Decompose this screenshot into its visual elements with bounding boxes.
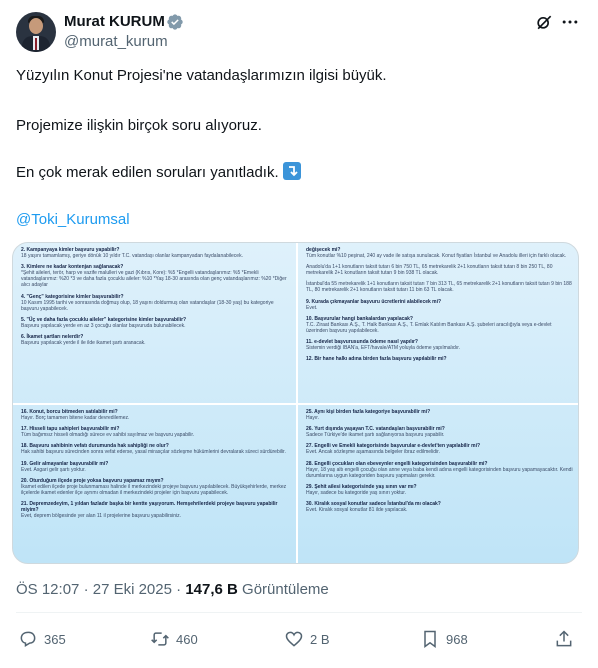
faq-question: 19. Gelir almayanlar başvurabilir mi? (21, 460, 109, 467)
faq-question: 9. Kurada çıkmayanlar başvuru ücretlerini alabilecek mi? (306, 298, 442, 305)
faq-item (306, 484, 574, 496)
faq-item (21, 426, 290, 438)
faq-question: 6. İkamet şartları nelerdir? (21, 334, 84, 341)
faq-answer: Tüm bağımsız hisseli olmadığı sürece ev sahibi sayılmaz ve başvuru yapabilir. (21, 432, 195, 439)
retweet-icon (150, 629, 170, 649)
tweet-line-3-text: En çok merak edilen soruları yanıtladık. (16, 164, 279, 181)
faq-item (306, 426, 574, 438)
media-divider (13, 403, 579, 405)
view-label: Görüntüleme (242, 581, 329, 598)
faq-answer: Evet, deprem bölgesinde yer alan 11 il projelerine başvuru yapabilirsiniz. (21, 513, 181, 520)
tweet-line-3 (16, 162, 301, 183)
retweet-button[interactable] (150, 628, 198, 650)
faq-question: 25. Aynı kişi birden fazla kategoriye başvurabilir mi? (306, 409, 431, 415)
faq-answer: Evet. (306, 304, 318, 311)
faq-item (306, 461, 574, 479)
bookmark-button[interactable] (420, 628, 468, 650)
bookmark-count: 968 (446, 631, 468, 647)
reply-button[interactable] (18, 628, 66, 650)
faq-answer: Anadolu'da 1+1 konutların taksit tutarı 6 bin 750 TL, 65 metrekarelik 2+1 konutların taksit tutarı 8 bin 250 TL, 80 metrekarelik 2+1 konutların taksit tutarı 9 bin 938 TL olacak. (306, 264, 553, 277)
tweet-meta (16, 580, 329, 600)
media-image-grid[interactable] (12, 242, 579, 564)
reply-icon (18, 629, 38, 649)
media-image-2[interactable] (298, 243, 579, 403)
faq-item (306, 501, 574, 513)
media-image-1[interactable] (13, 243, 296, 403)
faq-question: 27. Engelli ve Emekli kategorisinde başvurular e-devlet'ten yapılabilir mi? (306, 443, 481, 450)
meta-separator: · (83, 581, 89, 598)
avatar[interactable] (16, 12, 56, 52)
faq-item (306, 281, 574, 293)
faq-item (306, 443, 574, 455)
mention-link[interactable]: @Toki_Kurumsal (16, 211, 130, 228)
reply-count: 365 (44, 631, 66, 647)
meta-separator: · (176, 581, 182, 598)
faq-item (21, 501, 290, 519)
like-icon (284, 629, 304, 649)
faq-question: 17. Hisseli tapu sahipleri başvurabilir mi? (21, 426, 120, 433)
faq-question: 12. Bir hane halkı adına birden fazla başvuru yapılabilir mi? (306, 356, 447, 363)
faq-answer: T.C. Ziraat Bankası A.Ş., T. Halk Bankası A.Ş., T. Emlak Katılım Bankası A.Ş. şubeleri aracılığıyla veya e-devlet üzerinden başvuru yapılabilecek. (306, 321, 552, 334)
faq-answer: Evet. Asgari gelir şartı yoktur. (21, 466, 86, 473)
grok-icon[interactable] (534, 12, 554, 32)
faq-answer: Sistemin verdiği IBAN'a, EFT/havale/ATM yoluyla ödeme yapılmalıdır. (306, 345, 460, 352)
tweet-header (0, 0, 598, 62)
tweet-line-2: Projemize ilişkin birçok soru alıyoruz. (16, 117, 262, 134)
share-button[interactable] (554, 628, 574, 650)
arrow-down-emoji-icon (283, 162, 301, 180)
faq-item (21, 334, 290, 346)
faq-question: 29. Şehit ailesi kategorisinde yaş sınırı var mı? (306, 483, 417, 490)
faq-item (306, 299, 574, 311)
faq-answer: Evet. Ancak sözleşme aşamasında belgeler ibraz edilmelidir. (306, 449, 440, 456)
faq-question: 4. "Genç" kategorisine kimler başvurabilir? (21, 293, 124, 300)
faq-answer: Başvuru yapılacak yerde en az 3 çocuğu olanlar başvuruda bulunabilecek. (21, 322, 186, 329)
tweet-date[interactable]: 27 Eki 2025 (92, 581, 172, 598)
faq-answer: Hayır, sadece bu kategoride yaş sınırı yoktur. (306, 489, 407, 496)
faq-question: değişecek mi? (306, 247, 341, 253)
like-button[interactable] (284, 628, 330, 650)
action-bar (16, 622, 582, 656)
faq-question: 18. Başvuru sahibinin vefatı durumunda hak sahipliği ne olur? (21, 443, 169, 450)
faq-item (306, 247, 574, 259)
faq-answer: 18 yaşını tamamlamış, geriye dönük 10 yıldır T.C. vatandaşı olanlar kampanyadan faydalanabilecek. (21, 253, 243, 260)
faq-answer: 10 Kasım 1995 tarihi ve sonrasında doğmuş olup, 18 yaşını doldurmuş olan vatandaşlar (18-30 yaş) bu kategoriye başvuru yapabilecek. (21, 299, 274, 312)
faq-answer: Sadece Türkiye'de ikamet şartı sağlanıyorsa başvuru yapabilir. (306, 432, 445, 439)
faq-item (306, 316, 574, 334)
faq-item (21, 461, 290, 473)
faq-question: 2. Kampanyaya kimler başvuru yapabilir? (21, 247, 120, 253)
faq-answer: İkamet edilen ilçede proje bulunmaması halinde il merkezindeki projeye başvuru yapılabilecek. Büyükşehirlerde, merkez ilçelerde ikamet edenler ilçe ayrımı olmadan il merkezindeki projeler için başvuru yapabilecek. (21, 483, 287, 496)
divider (16, 612, 582, 613)
faq-item (306, 356, 574, 362)
faq-item (21, 294, 290, 312)
faq-question: 30. Kiralık sosyal konutlar sadece İstanbul'da mı olacak? (306, 501, 441, 508)
like-count: 2 B (310, 631, 330, 647)
faq-answer: Hayır, 18 yaş altı engelli çocuğu olan anne veya baba kendi adına engelli kategorisinden başvuru yapamayacaktır. Kendi durumlarına uygun kategoriden başvuru yapmaları gerekir. (306, 466, 573, 479)
faq-question: 26. Yurt dışında yaşayan T.C. vatandaşları başvurabilir mi? (306, 426, 445, 433)
faq-item (21, 264, 290, 288)
view-count[interactable]: 147,6 B (185, 581, 238, 598)
faq-item (306, 339, 574, 351)
faq-item (21, 409, 290, 421)
faq-item (306, 264, 574, 276)
faq-answer: *Şehit aileleri, terör, harp ve vazife malulleri ve gazi (Kıbrıs, Kore): %5 *Engelli vatandaşlarımız: %5 *Emekli vatandaşlarımız: %20 *3 ve daha fazla çocuklu aileler: %10 *Yaş 18-30 arasında olan genç vatandaşlarımız: %20 *Diğer alıcı adaylar (21, 270, 287, 289)
faq-answer: Hak sahibi başvuru sürecinden sonra vefat ederse, yasal mirasçılar sözleşme hükümlerini devralarak süreci sürdürebilir. (21, 449, 286, 456)
tweet-line-1: Yüzyılın Konut Projesi'ne vatandaşlarımızın ilgisi büyük. (16, 67, 387, 84)
faq-item (21, 478, 290, 496)
retweet-count: 460 (176, 631, 198, 647)
author-name[interactable]: Murat KURUM (64, 13, 165, 30)
bookmark-icon (420, 629, 440, 649)
faq-answer: Hayır. Borç tamamen bitene kadar devredilemez. (21, 415, 130, 422)
share-icon (554, 629, 574, 649)
faq-answer: Evet. Kiralık sosyal konutlar 81 ilde yapılacak. (306, 507, 408, 514)
tweet-time[interactable]: ÖS 12:07 (16, 581, 80, 598)
media-image-4[interactable] (298, 405, 579, 564)
faq-answer: Tüm konutlar %10 peşinat, 240 ay vade ile satışa sunulacak. Konut fiyatları İstanbul ve Anadolu illeri için farklı olacak. (306, 253, 567, 260)
faq-question: 3. Kimlere ne kadar kontenjan sağlanacak? (21, 264, 124, 271)
faq-item (21, 247, 290, 259)
faq-item (21, 443, 290, 455)
faq-question: 10. Başvurular hangi bankalardan yapılacak? (306, 315, 413, 322)
faq-item (21, 317, 290, 329)
media-image-3[interactable] (13, 405, 296, 564)
faq-answer: Başvuru yapılacak yerde il ile ilde ikamet şartı aranacak. (21, 340, 146, 347)
faq-question: 11. e-devlet başvurusunda ödeme nasıl yapılır? (306, 339, 418, 346)
faq-question: 21. Depremzedeyim, 1 yıldan fazladır başka bir kentte yaşıyorum. Hemşehrilerdeki projeye başvuru yapabilir miyim? (21, 501, 278, 514)
faq-answer: Hayır. (306, 415, 320, 422)
faq-question: 20. Oturduğum ilçede proje yoksa başvuru yapamaz mıyım? (21, 477, 164, 484)
faq-question: 16. Konut, borcu bitmeden satılabilir mi? (21, 409, 118, 415)
more-icon[interactable] (560, 12, 580, 32)
verified-badge-icon (166, 13, 184, 31)
faq-question: 5. "Üç ve daha fazla çocuklu aileler" kategorisine kimler başvurabilir? (21, 316, 187, 323)
faq-item (306, 409, 574, 421)
author-handle[interactable]: @murat_kurum (64, 33, 168, 50)
faq-question: 28. Engelli çocukları olan ebeveynler engelli kategorisinden başvurabilir mi? (306, 460, 488, 467)
faq-answer: İstanbul'da 55 metrekarelik 1+1 konutların taksit tutarı 7 bin 313 TL, 65 metrekarelik 2+1 konutların taksit tutarı 9 bin 188 TL, 80 metrekarelik 2+1 konutların taksit tutarı 11 bin 63 TL olacak. (306, 281, 572, 294)
